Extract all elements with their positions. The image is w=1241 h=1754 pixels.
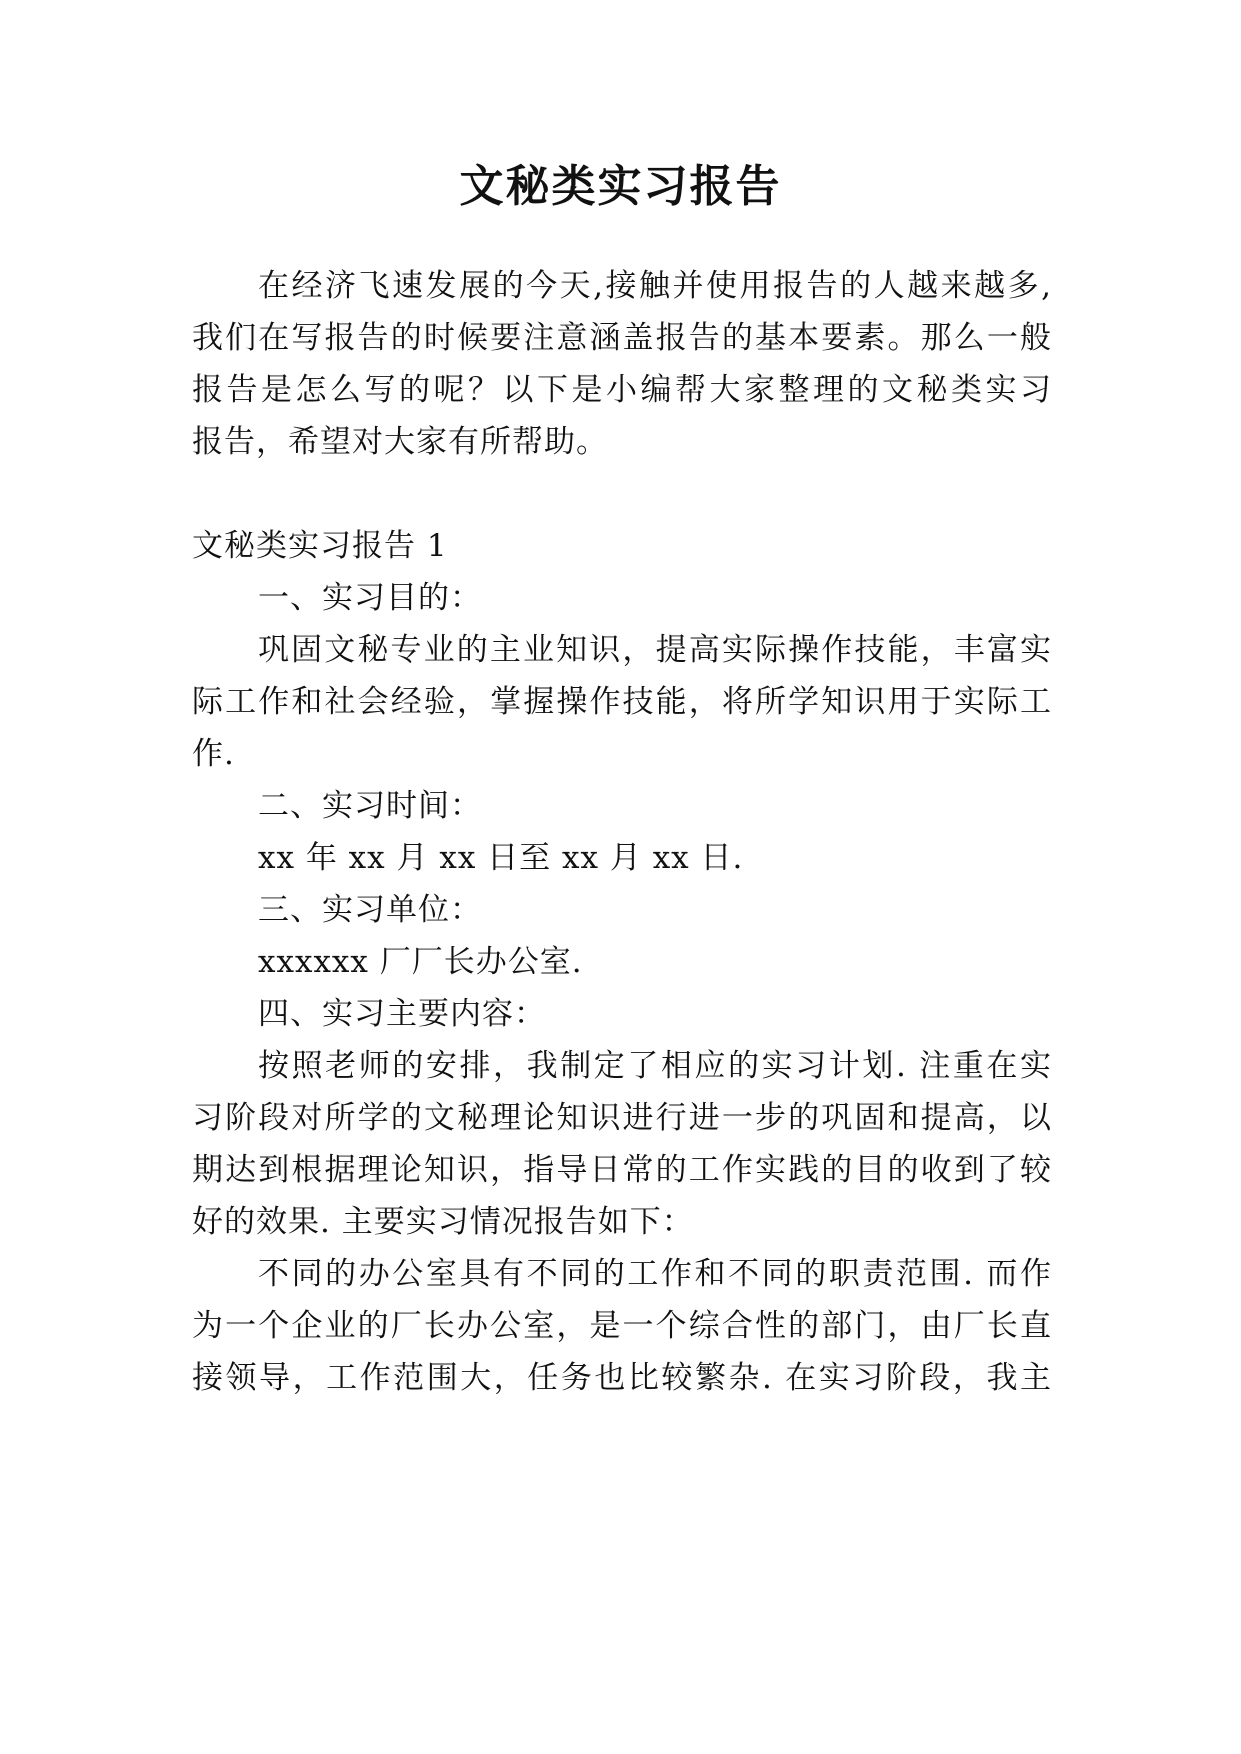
office-line-2: 为一个企业的厂长办公室，是一个综合性的部门，由厂长直 xyxy=(192,1308,1052,1344)
section-heading: 文秘类实习报告 1 xyxy=(192,528,448,564)
purpose-line-1: 巩固文秘专业的主业知识，提高实际操作技能，丰富实 xyxy=(258,632,1052,668)
intro-line-4: 报告，希望对大家有所帮助。 xyxy=(192,424,608,460)
content-line-2: 习阶段对所学的文秘理论知识进行进一步的巩固和提高，以 xyxy=(192,1100,1052,1136)
office-line-3: 接领导，工作范围大，任务也比较繁杂. 在实习阶段，我主 xyxy=(192,1360,1052,1396)
purpose-line-3: 作. xyxy=(192,736,235,772)
content-line-3: 期达到根据理论知识，指导日常的工作实践的目的收到了较 xyxy=(192,1152,1052,1188)
document-title: 文秘类实习报告 xyxy=(459,161,782,212)
content-line-1: 按照老师的安排，我制定了相应的实习计划. 注重在实 xyxy=(258,1048,1052,1084)
time-heading: 二、实习时间： xyxy=(258,788,482,824)
intro-line-2: 我们在写报告的时候要注意涵盖报告的基本要素。那么一般 xyxy=(192,320,1052,356)
content-heading: 四、实习主要内容： xyxy=(258,996,546,1032)
unit-text: xxxxxx 厂厂长办公室. xyxy=(258,944,583,980)
intro-line-3: 报告是怎么写的呢？以下是小编帮大家整理的文秘类实习 xyxy=(192,372,1052,408)
office-line-1: 不同的办公室具有不同的工作和不同的职责范围. 而作 xyxy=(258,1256,1052,1292)
time-text: xx 年 xx 月 xx 日至 xx 月 xx 日. xyxy=(258,840,744,876)
purpose-line-2: 际工作和社会经验，掌握操作技能，将所学知识用于实际工 xyxy=(192,684,1052,720)
purpose-heading: 一、实习目的： xyxy=(258,580,482,616)
unit-heading: 三、实习单位： xyxy=(258,892,482,928)
content-line-4: 好的效果. 主要实习情况报告如下： xyxy=(192,1204,694,1240)
intro-line-1: 在经济飞速发展的今天,接触并使用报告的人越来越多, xyxy=(258,268,1052,304)
